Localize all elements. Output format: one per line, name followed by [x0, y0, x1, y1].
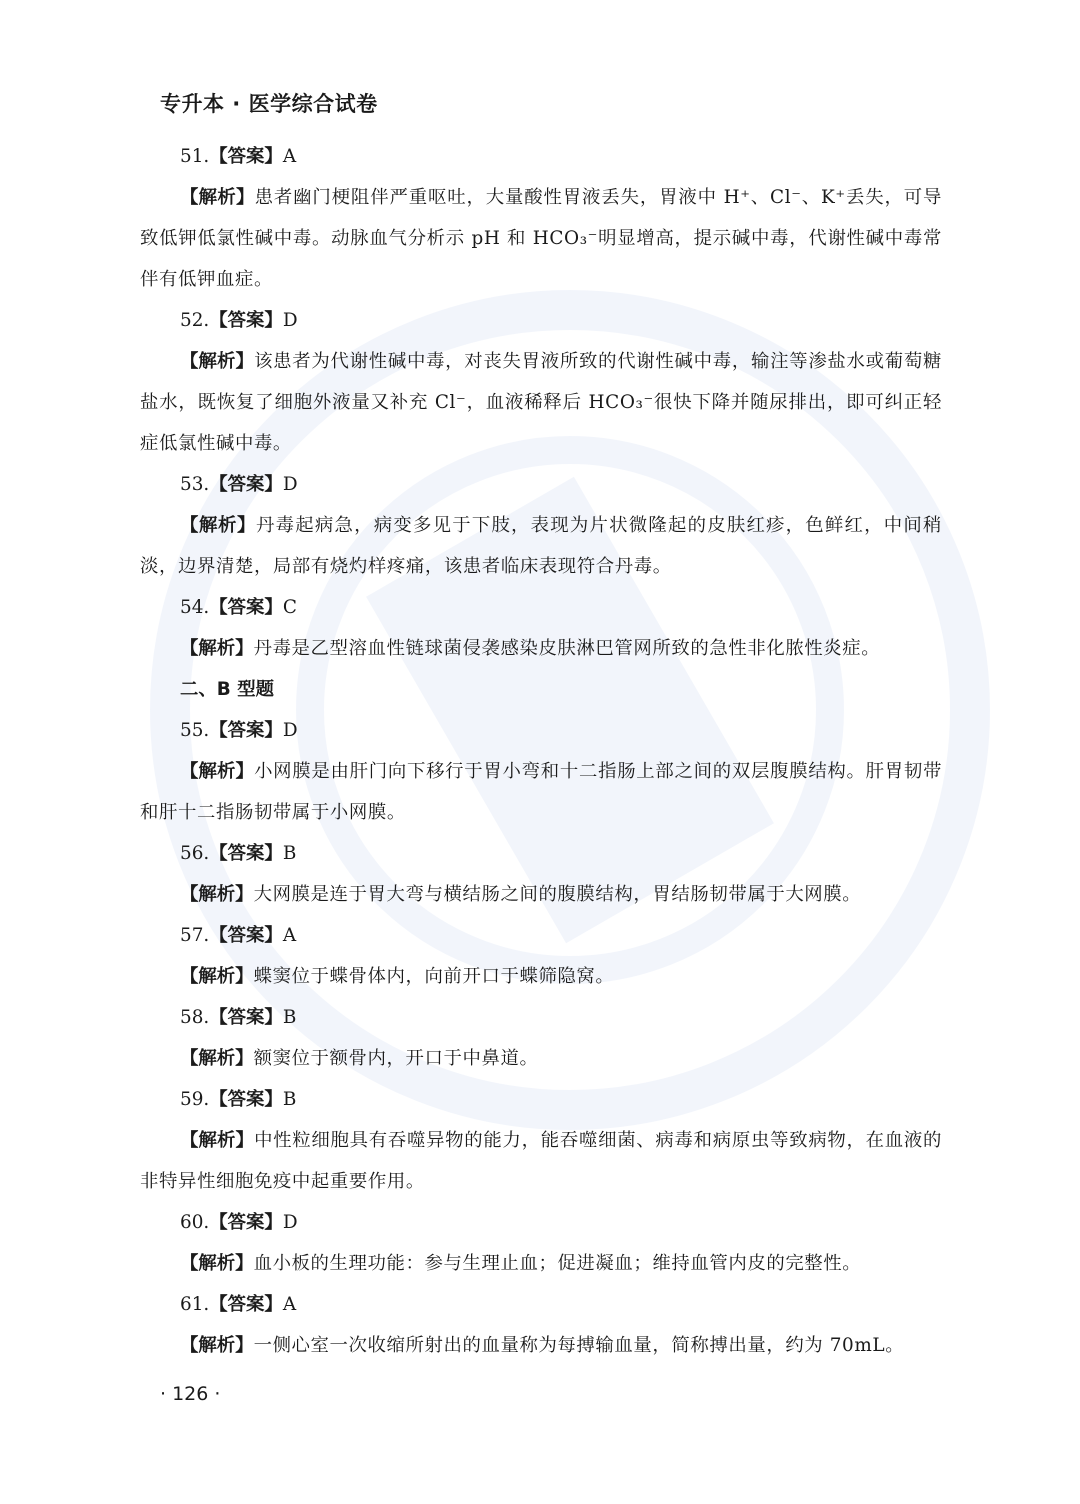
explanation — [140, 628, 942, 669]
explanation — [140, 751, 942, 833]
answer-line — [140, 997, 942, 1038]
explanation-text: 额窦位于额骨内，开口于中鼻道。 — [253, 1048, 539, 1069]
answer-label: 【答案】 — [209, 310, 283, 331]
explanation — [140, 874, 942, 915]
answer-label: 【答案】 — [209, 474, 283, 495]
question-number: 57. — [180, 925, 210, 946]
answer-value: D — [282, 310, 298, 331]
section-heading: 二、B 型题 — [180, 679, 274, 700]
explanation — [140, 1243, 942, 1284]
question-number: 52. — [180, 310, 210, 331]
answer-line — [140, 1079, 942, 1120]
answer-line — [140, 300, 942, 341]
explanation-text: 蝶窦位于蝶骨体内，向前开口于蝶筛隐窝。 — [253, 966, 615, 987]
explanation-text: 丹毒是乙型溶血性链球菌侵袭感染皮肤淋巴管网所致的急性非化脓性炎症。 — [253, 638, 881, 659]
answer-label: 【答案】 — [209, 1007, 283, 1028]
answer-label: 【答案】 — [209, 1212, 283, 1233]
question-number: 59. — [180, 1089, 210, 1110]
explanation-text: 该患者为代谢性碱中毒，对丧失胃液所致的代谢性碱中毒，输注等渗盐水或葡萄糖盐水，既恢复了细胞外液量又补充 Cl⁻，血液稀释后 HCO₃⁻很快下降并随尿排出，即可纠正轻症低氯性碱中毒。 — [140, 351, 942, 454]
answer-value: B — [282, 1007, 297, 1028]
answer-label: 【答案】 — [209, 146, 283, 167]
question-number: 61. — [180, 1294, 210, 1315]
explanation — [140, 341, 942, 464]
explanation-text: 大网膜是连于胃大弯与横结肠之间的腹膜结构，胃结肠韧带属于大网膜。 — [253, 884, 862, 905]
answer-value: C — [282, 597, 297, 618]
page-number: · 126 · — [160, 1383, 221, 1405]
explanation-text: 患者幽门梗阻伴严重呕吐，大量酸性胃液丢失，胃液中 H⁺、Cl⁻、K⁺丢失，可导致低钾低氯性碱中毒。动脉血气分析示 pH 和 HCO₃⁻明显增高，提示碱中毒，代谢性碱中毒常伴有低钾血症。 — [140, 187, 942, 290]
explanation — [140, 1038, 942, 1079]
answer-line — [140, 710, 942, 751]
answer-value: D — [282, 720, 298, 741]
explanation-label: 【解析】 — [180, 1048, 254, 1069]
answer-line — [140, 915, 942, 956]
question-number: 56. — [180, 843, 210, 864]
answer-label: 【答案】 — [209, 1294, 283, 1315]
explanation-label: 【解析】 — [180, 515, 257, 536]
question-number: 58. — [180, 1007, 210, 1028]
answer-label: 【答案】 — [209, 925, 283, 946]
explanation-text: 中性粒细胞具有吞噬异物的能力，能吞噬细菌、病毒和病原虫等致病物，在血液的非特异性细胞免疫中起重要作用。 — [140, 1130, 942, 1192]
question-number: 53. — [180, 474, 210, 495]
explanation — [140, 1325, 942, 1366]
explanation — [140, 177, 942, 300]
answer-value: D — [282, 1212, 298, 1233]
explanation — [140, 1120, 942, 1202]
answer-label: 【答案】 — [209, 1089, 283, 1110]
explanation-label: 【解析】 — [180, 638, 254, 659]
explanation-label: 【解析】 — [180, 761, 255, 782]
answer-line — [140, 833, 942, 874]
explanation-text: 血小板的生理功能：参与生理止血；促进凝血；维持血管内皮的完整性。 — [253, 1253, 862, 1274]
explanation-label: 【解析】 — [180, 1130, 255, 1151]
answer-line — [140, 587, 942, 628]
explanation-text: 一侧心室一次收缩所射出的血量称为每搏输血量，简称搏出量，约为 70mL。 — [253, 1335, 905, 1356]
explanation-label: 【解析】 — [180, 187, 255, 208]
question-number: 51. — [180, 146, 210, 167]
explanation-label: 【解析】 — [180, 1253, 254, 1274]
explanation-label: 【解析】 — [180, 351, 255, 372]
answer-value: B — [282, 843, 297, 864]
question-number: 54. — [180, 597, 210, 618]
answer-value: D — [282, 474, 298, 495]
explanation-text: 小网膜是由肝门向下移行于胃小弯和十二指肠上部之间的双层腹膜结构。肝胃韧带和肝十二指肠韧带属于小网膜。 — [140, 761, 942, 823]
answer-value: A — [282, 146, 297, 167]
answer-label: 【答案】 — [209, 597, 283, 618]
page-header: 专升本 · 医学综合试卷 — [160, 92, 378, 116]
answer-label: 【答案】 — [209, 843, 283, 864]
answer-value: B — [282, 1089, 297, 1110]
question-number: 60. — [180, 1212, 210, 1233]
answer-label: 【答案】 — [209, 720, 283, 741]
explanation-text: 丹毒起病急，病变多见于下肢，表现为片状微隆起的皮肤红疹，色鲜红，中间稍淡，边界清楚，局部有烧灼样疼痛，该患者临床表现符合丹毒。 — [140, 515, 942, 577]
explanation-label: 【解析】 — [180, 884, 254, 905]
answer-value: A — [282, 925, 297, 946]
answer-content — [140, 136, 942, 1366]
answer-line — [140, 464, 942, 505]
explanation-label: 【解析】 — [180, 1335, 254, 1356]
answer-line — [140, 1202, 942, 1243]
answer-line — [140, 136, 942, 177]
answer-value: A — [282, 1294, 297, 1315]
question-number: 55. — [180, 720, 210, 741]
explanation — [140, 505, 942, 587]
explanation-label: 【解析】 — [180, 966, 254, 987]
explanation — [140, 956, 942, 997]
answer-line — [140, 1284, 942, 1325]
